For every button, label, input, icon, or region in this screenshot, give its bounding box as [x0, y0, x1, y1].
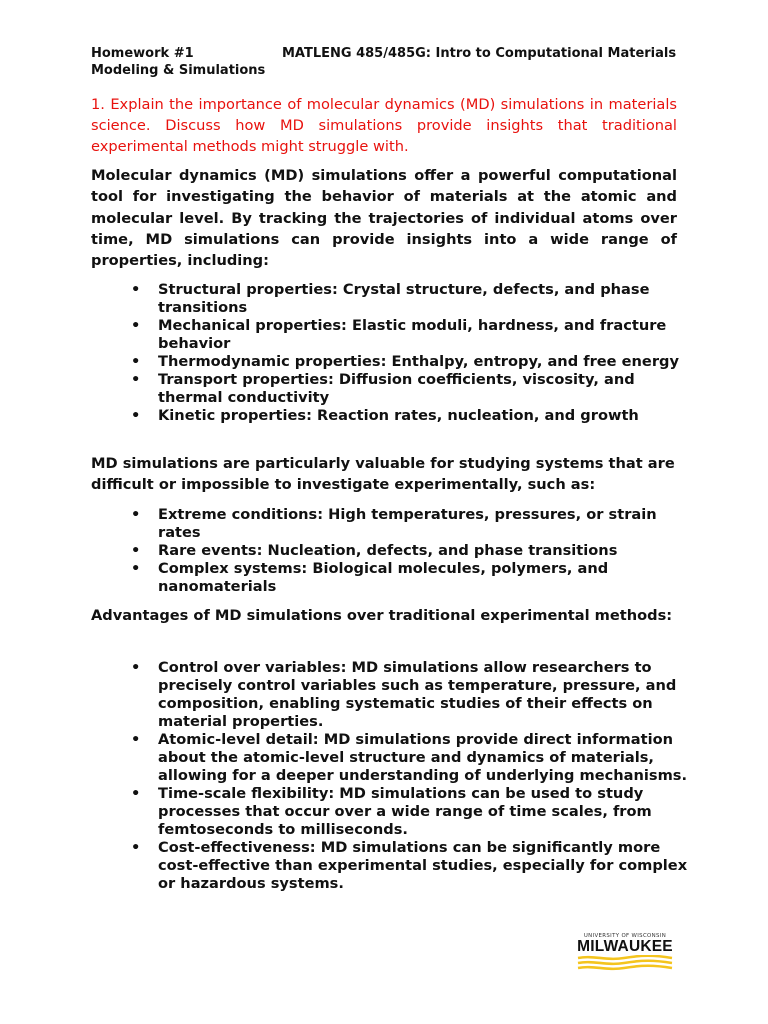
list-item [91, 542, 691, 560]
question-prompt: 1. Explain the importance of molecular dynamics (MD) simulations in materials science. Discuss how MD simulations provide insights that traditional experimental methods might struggle with. [91, 96, 677, 155]
bullet-icon: • [131, 371, 141, 388]
list-item-text: Complex systems: Biological molecules, polymers, and nanomaterials [158, 560, 609, 595]
bullet-icon: • [131, 839, 141, 856]
valuable-paragraph: MD simulations are particularly valuable for studying systems that are difficult or impossible to investigate experimentally, such as: [91, 455, 675, 494]
bullet-icon: • [131, 317, 141, 334]
logo-university-text: UNIVERSITY OF WISCONSIN [583, 933, 667, 939]
list-item-text: Atomic-level detail: MD simulations provide direct information about the atomic-level structure and dynamics of materials, allowing for a deeper understanding of underlying mechanisms. [158, 731, 688, 784]
list-item-text: Transport properties: Diffusion coefficients, viscosity, and thermal conductivity [158, 371, 635, 406]
bullet-icon: • [131, 506, 141, 523]
advantages-list [91, 659, 691, 893]
uwm-logo [576, 933, 674, 973]
list-item [91, 731, 691, 785]
list-item [91, 353, 691, 371]
course-title: MATLENG 485/485G: Intro to Computational Materials [282, 46, 677, 61]
advantages-heading: Advantages of MD simulations over traditional experimental methods: [91, 607, 673, 624]
bullet-icon: • [131, 542, 141, 559]
systems-list [91, 506, 691, 596]
logo-wave-icon [576, 955, 674, 971]
bullet-icon: • [131, 731, 141, 748]
list-item-text: Control over variables: MD simulations allow researchers to precisely control variables such as temperature, pressure, and composition, enabling systematic studies of their effects on material properties. [158, 659, 677, 730]
bullet-icon: • [131, 353, 141, 370]
list-item [91, 281, 691, 317]
list-item [91, 839, 691, 893]
list-item [91, 371, 691, 407]
list-item [91, 659, 691, 731]
list-item-text: Time-scale flexibility: MD simulations can be used to study processes that occur over a wide range of time scales, from femtoseconds to milliseconds. [158, 785, 652, 838]
list-item-text: Cost-effectiveness: MD simulations can be significantly more cost-effective than experimental studies, especially for complex or hazardous systems. [158, 839, 688, 892]
list-item [91, 785, 691, 839]
list-item-text: Kinetic properties: Reaction rates, nucleation, and growth [158, 407, 639, 424]
list-item-text: Structural properties: Crystal structure, defects, and phase transitions [158, 281, 650, 316]
homework-label: Homework #1 [91, 46, 194, 61]
list-item-text: Thermodynamic properties: Enthalpy, entropy, and free energy [158, 353, 679, 370]
list-item [91, 506, 691, 542]
bullet-icon: • [131, 281, 141, 298]
bullet-icon: • [131, 407, 141, 424]
logo-milwaukee-text: MILWAUKEE [577, 938, 673, 955]
list-item-text: Rare events: Nucleation, defects, and phase transitions [158, 542, 618, 559]
list-item [91, 317, 691, 353]
properties-list [91, 281, 691, 425]
list-item-text: Mechanical properties: Elastic moduli, hardness, and fracture behavior [158, 317, 667, 352]
list-item [91, 407, 691, 425]
bullet-icon: • [131, 560, 141, 577]
course-subtitle: Modeling & Simulations [91, 63, 266, 78]
intro-paragraph: Molecular dynamics (MD) simulations offer a powerful computational tool for investigating the behavior of materials at the atomic and molecular level. By tracking the trajectories of individual atoms over time, MD simulations can provide insights into a wide range of properties, including: [91, 167, 677, 270]
bullet-icon: • [131, 659, 141, 676]
list-item [91, 560, 691, 596]
list-item-text: Extreme conditions: High temperatures, pressures, or strain rates [158, 506, 657, 541]
bullet-icon: • [131, 785, 141, 802]
